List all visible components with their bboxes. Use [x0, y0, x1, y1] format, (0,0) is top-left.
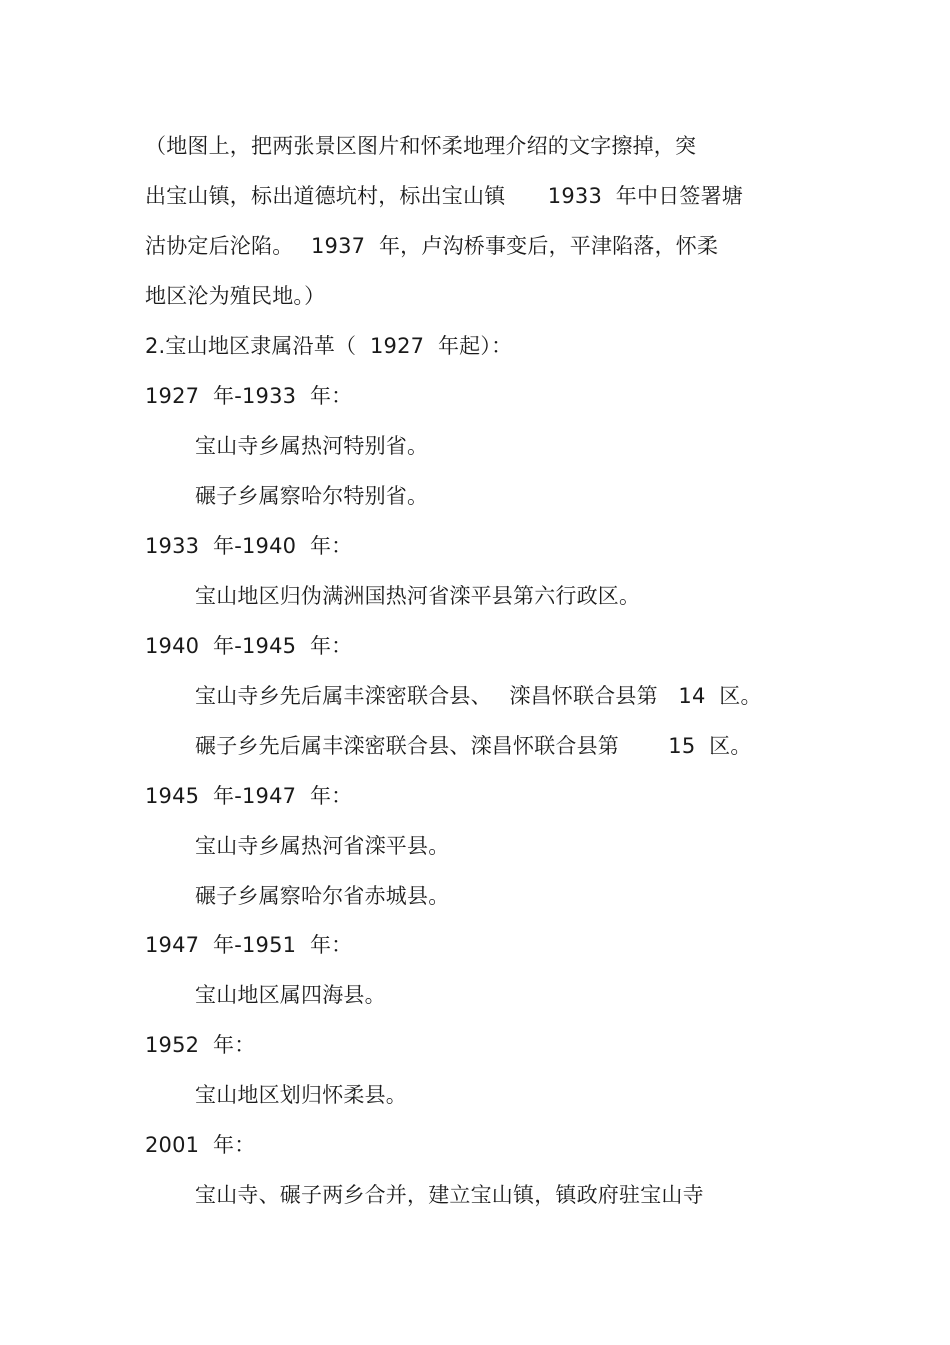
section-heading: 2.宝山地区隶属沿革（ 1927 年起）：	[145, 334, 513, 358]
period-label: 1952 年：	[145, 1033, 256, 1057]
period-label: 1927 年-1933 年：	[145, 384, 353, 408]
period-item: 碾子乡属察哈尔特别省。	[195, 484, 429, 508]
period-label: 1947 年-1951 年：	[145, 933, 353, 957]
intro-line-2: 出宝山镇，标出道德坑村，标出宝山镇 1933 年中日签署塘	[145, 184, 743, 208]
period-item: 宝山地区属四海县。	[195, 983, 386, 1007]
period-item: 宝山寺、碾子两乡合并，建立宝山镇，镇政府驻宝山寺	[195, 1183, 704, 1207]
intro-line-3: 沽协定后沦陷。 1937 年，卢沟桥事变后，平津陷落，怀柔	[145, 234, 719, 258]
intro-line-1: （地图上，把两张景区图片和怀柔地理介绍的文字擦掉，突	[145, 134, 697, 158]
period-item: 宝山寺乡属热河省滦平县。	[195, 834, 450, 858]
period-label: 1933 年-1940 年：	[145, 534, 353, 558]
period-item: 宝山地区划归怀柔县。	[195, 1083, 407, 1107]
period-item: 碾子乡属察哈尔省赤城县。	[195, 884, 450, 908]
period-item: 碾子乡先后属丰滦密联合县、滦昌怀联合县第 15 区。	[195, 734, 752, 758]
period-item: 宝山寺乡属热河特别省。	[195, 434, 429, 458]
period-item: 宝山地区归伪满洲国热河省滦平县第六行政区。	[195, 584, 641, 608]
period-label: 2001 年：	[145, 1133, 256, 1157]
period-item: 宝山寺乡先后属丰滦密联合县、 滦昌怀联合县第 14 区。	[195, 684, 762, 708]
period-label: 1945 年-1947 年：	[145, 784, 353, 808]
period-label: 1940 年-1945 年：	[145, 634, 353, 658]
intro-line-4: 地区沦为殖民地。）	[145, 284, 326, 308]
